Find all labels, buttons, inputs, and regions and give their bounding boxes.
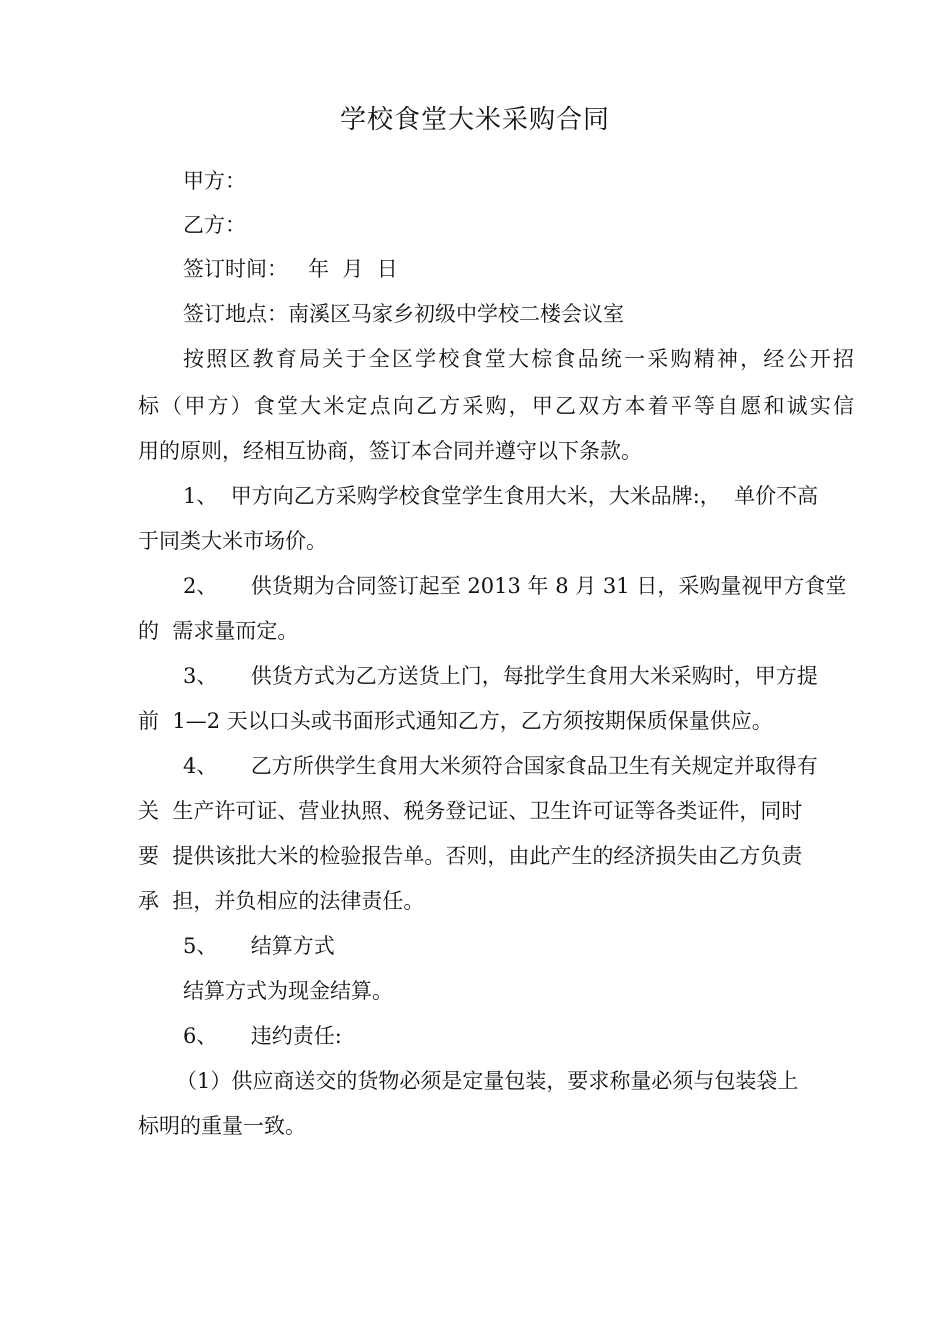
clause-3-line-2: 前 1—2 天以口头或书面形式通知乙方，乙方须按期保质保量供应。 [138, 709, 773, 733]
sign-place-line: 签订地点：南溪区马家乡初级中学校二楼会议室 [183, 302, 624, 326]
clause-6-item-1-line-1: （1）供应商送交的货物必须是定量包装，要求称量必须与包装袋上 [176, 1069, 799, 1093]
clause-1-line-1: 1、 甲方向乙方采购学校食堂学生食用大米，大米品牌:， 单价不高 [183, 484, 819, 508]
sign-time-line: 签订时间： 年 月 日 [183, 257, 398, 281]
clause-4-line-1: 4、 乙方所供学生食用大米须符合国家食品卫生有关规定并取得有 [183, 754, 818, 778]
clause-2-line-2: 的 需求量而定。 [138, 619, 299, 643]
document-title: 学校食堂大米采购合同 [339, 105, 610, 135]
clause-6-item-1-line-2: 标明的重量一致。 [138, 1114, 306, 1138]
party-b-line: 乙方： [183, 213, 246, 237]
intro-line-3: 用的原则，经相互协商，签订本合同并遵守以下条款。 [138, 439, 642, 463]
clause-6-heading: 6、 违约责任: [183, 1024, 342, 1048]
clause-4-line-2: 关 生产许可证、营业执照、税务登记证、卫生许可证等各类证件，同时 [138, 799, 803, 823]
clause-4-line-3: 要 提供该批大米的检验报告单。否则，由此产生的经济损失由乙方负责 [138, 844, 803, 868]
clause-5-heading: 5、 结算方式 [183, 934, 335, 958]
intro-line-2: 标（甲方）食堂大米定点向乙方采购，甲乙双方本着平等自愿和诚实信 [138, 394, 854, 418]
party-a-line: 甲方： [183, 169, 246, 193]
clause-3-line-1: 3、 供货方式为乙方送货上门，每批学生食用大米采购时，甲方提 [183, 664, 818, 688]
clause-2-line-1: 2、 供货期为合同签订起至 2013 年 8 月 31 日，采购量视甲方食堂 [183, 574, 847, 598]
intro-line-1: 按照区教育局关于全区学校食堂大棕食品统一采购精神，经公开招 [183, 347, 854, 371]
clause-4-line-4: 承 担，并负相应的法律责任。 [138, 889, 425, 913]
clause-5-text: 结算方式为现金结算。 [183, 979, 393, 1003]
clause-1-line-2: 于同类大米市场价。 [138, 529, 327, 553]
